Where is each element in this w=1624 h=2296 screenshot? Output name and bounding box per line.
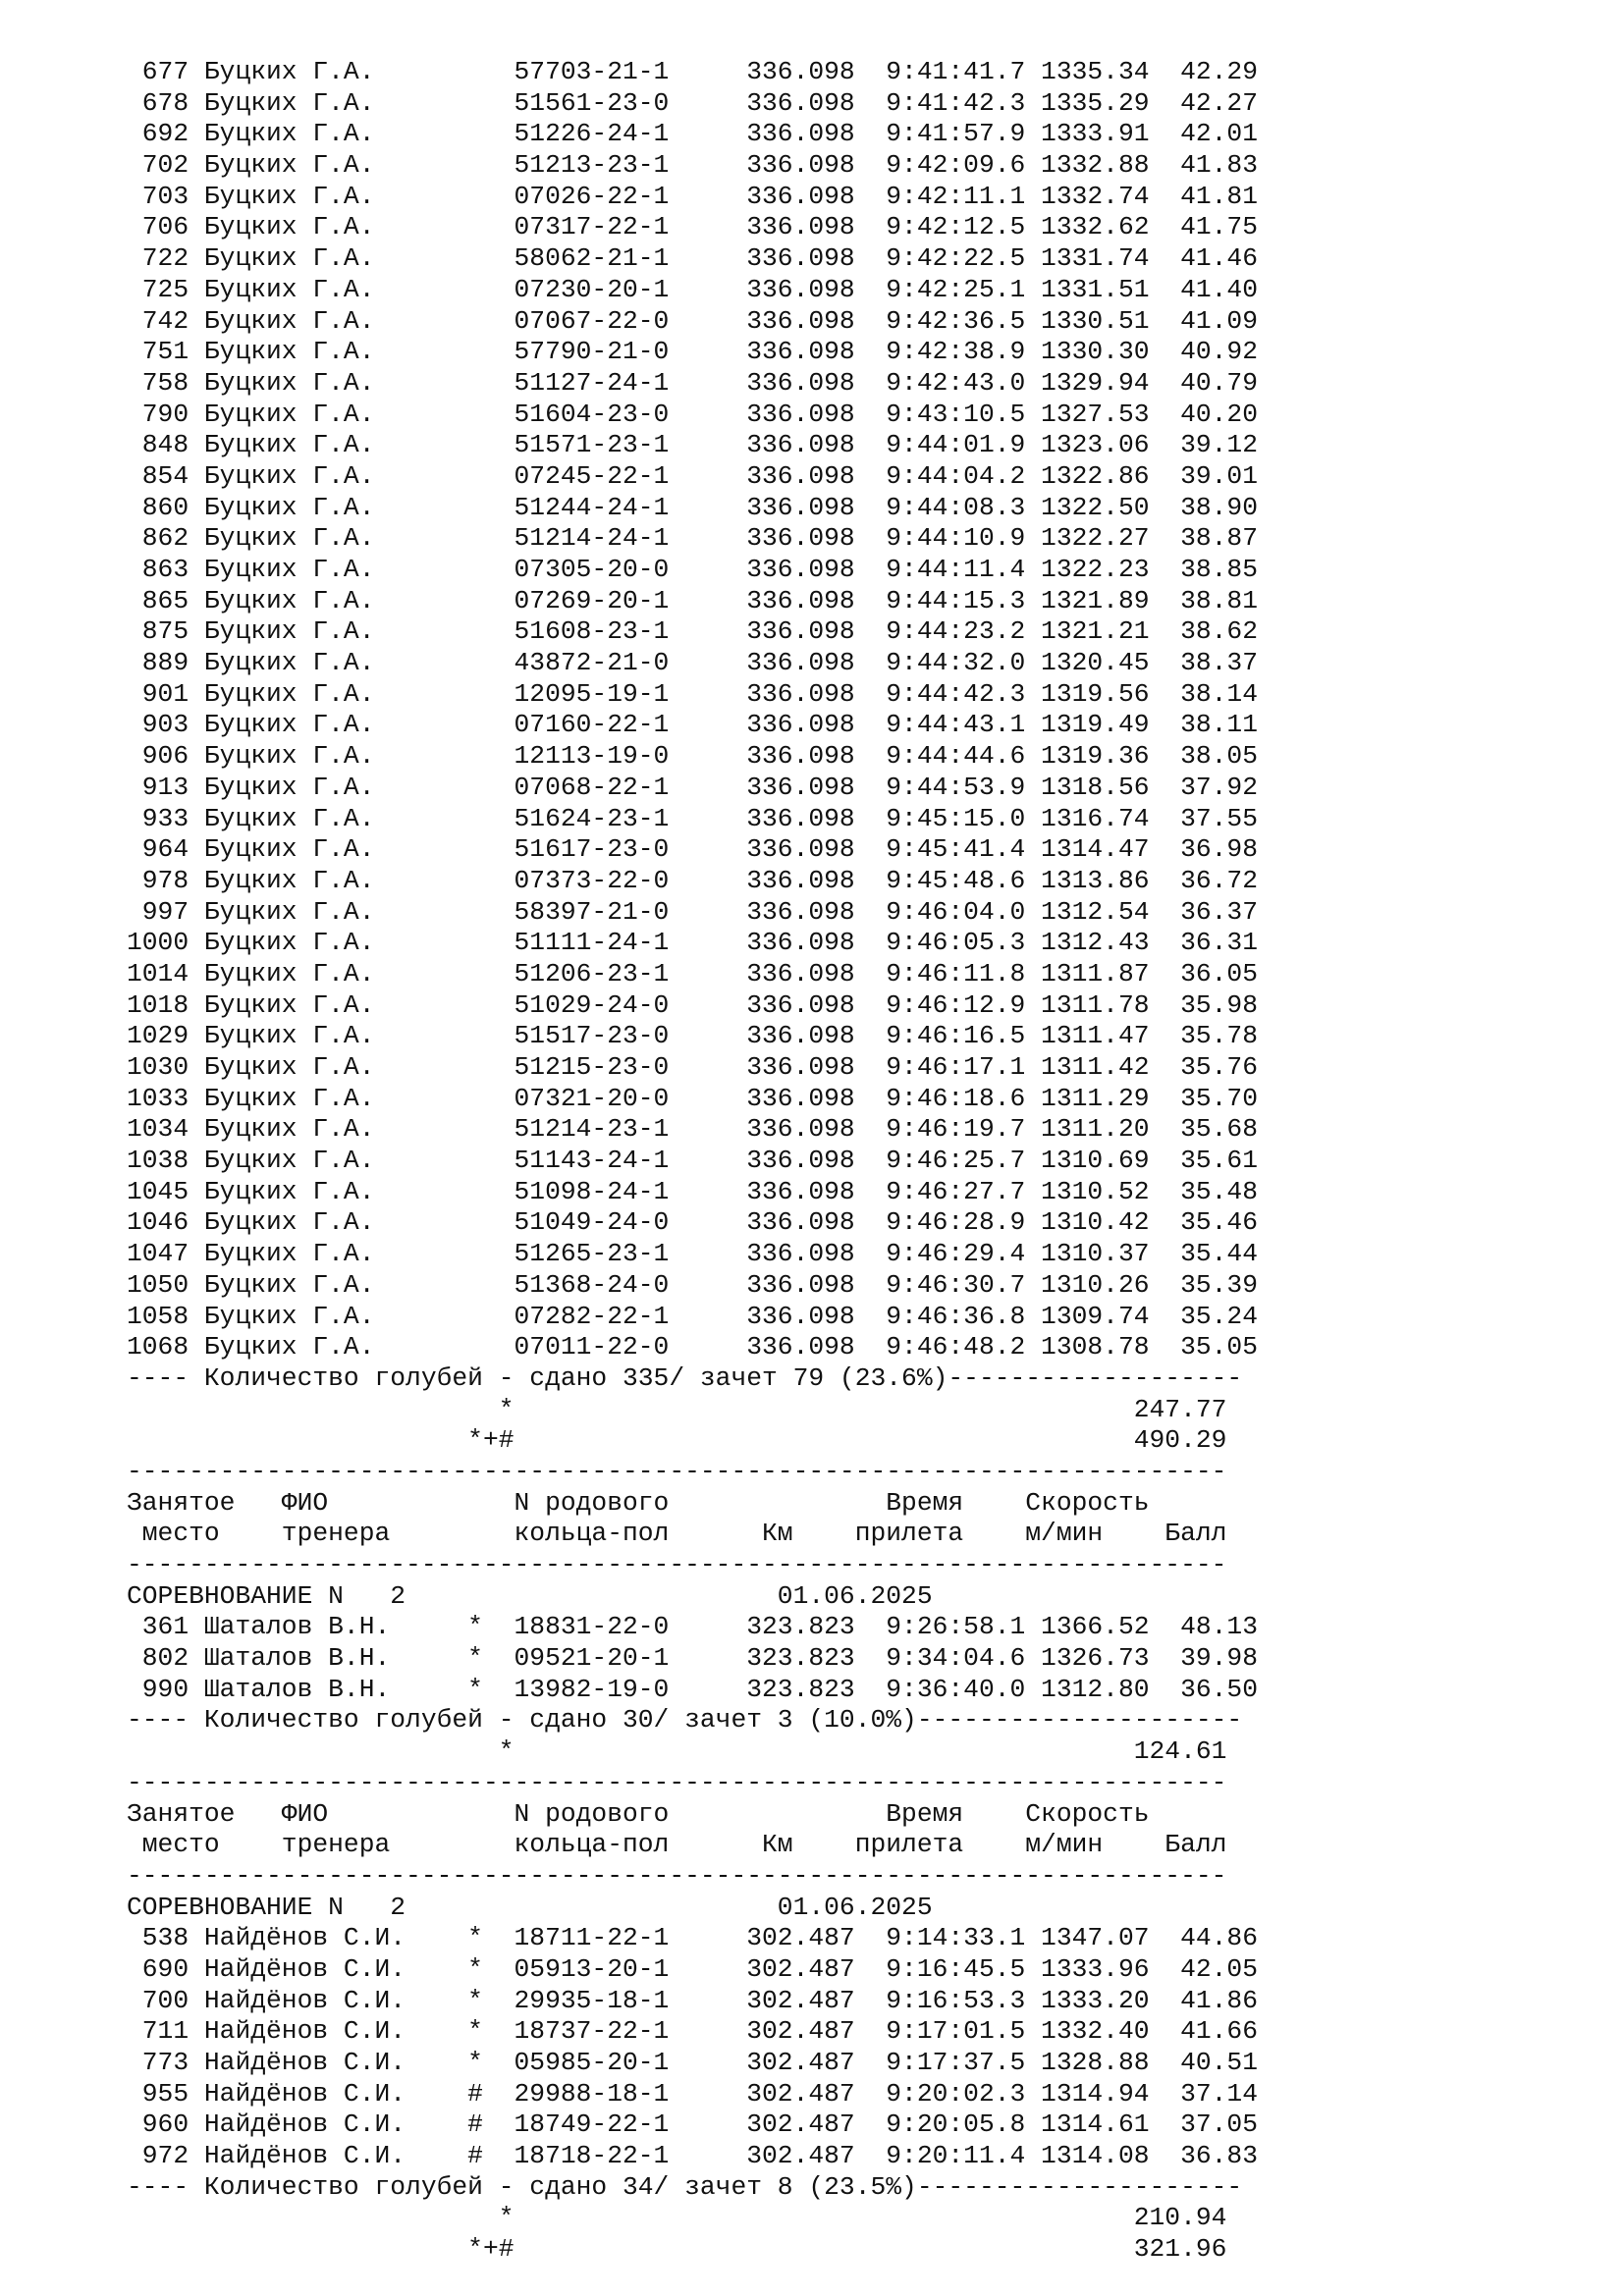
column-header-line-2: место тренера кольца-пол Км прилета м/мин Балл bbox=[127, 1519, 1227, 1549]
result-row: 692 Буцких Г.А. 51226-24-1 336.098 9:41:57.9 1333.91 42.01 bbox=[127, 119, 1258, 149]
result-row: 1000 Буцких Г.А. 51111-24-1 336.098 9:46:05.3 1312.43 36.31 bbox=[127, 928, 1258, 958]
result-row: 964 Буцких Г.А. 51617-23-0 336.098 9:45:41.4 1314.47 36.98 bbox=[127, 834, 1258, 865]
competition-title: СОРЕВНОВАНИЕ N 2 01.06.2025 bbox=[127, 1580, 933, 1611]
pigeon-count-summary: ---- Количество голубей - сдано 30/ зачет 3 (10.0%)--------------------- bbox=[127, 1705, 1243, 1735]
result-row: 997 Буцких Г.А. 58397-21-0 336.098 9:46:04.0 1312.54 36.37 bbox=[127, 896, 1258, 927]
result-row: 1046 Буцких Г.А. 51049-24-0 336.098 9:46:28.9 1310.42 35.46 bbox=[127, 1207, 1258, 1238]
result-row: 677 Буцких Г.А. 57703-21-1 336.098 9:41:41.7 1335.34 42.29 bbox=[127, 57, 1258, 86]
result-row: 802 Шаталов В.Н. * 09521-20-1 323.823 9:34:04.6 1326.73 39.98 bbox=[127, 1643, 1258, 1674]
result-row: 678 Буцких Г.А. 51561-23-0 336.098 9:41:42.3 1335.29 42.27 bbox=[127, 87, 1258, 118]
result-row: 913 Буцких Г.А. 07068-22-1 336.098 9:44:53.9 1318.56 37.92 bbox=[127, 772, 1258, 802]
result-row: 702 Буцких Г.А. 51213-23-1 336.098 9:42:09.6 1332.88 41.83 bbox=[127, 150, 1258, 181]
result-row: 690 Найдёнов С.И. * 05913-20-1 302.487 9:16:45.5 1333.96 42.05 bbox=[127, 1953, 1258, 1984]
result-row: 1050 Буцких Г.А. 51368-24-0 336.098 9:46:30.7 1310.26 35.39 bbox=[127, 1269, 1258, 1300]
separator-line: ----------------------------------------------------------------------- bbox=[127, 1860, 1227, 1891]
points-total: * 210.94 bbox=[127, 2203, 1227, 2233]
result-row: 1045 Буцких Г.А. 51098-24-1 336.098 9:46:27.7 1310.52 35.48 bbox=[127, 1176, 1258, 1206]
result-row: 722 Буцких Г.А. 58062-21-1 336.098 9:42:22.5 1331.74 41.46 bbox=[127, 243, 1258, 274]
result-row: 875 Буцких Г.А. 51608-23-1 336.098 9:44:23.2 1321.21 38.62 bbox=[127, 616, 1258, 647]
result-row: 862 Буцких Г.А. 51214-24-1 336.098 9:44:10.9 1322.27 38.87 bbox=[127, 523, 1258, 554]
result-row: 361 Шаталов В.Н. * 18831-22-0 323.823 9:26:58.1 1366.52 48.13 bbox=[127, 1612, 1258, 1642]
result-row: 751 Буцких Г.А. 57790-21-0 336.098 9:42:38.9 1330.30 40.92 bbox=[127, 337, 1258, 367]
result-row: 758 Буцких Г.А. 51127-24-1 336.098 9:42:43.0 1329.94 40.79 bbox=[127, 367, 1258, 398]
result-row: 773 Найдёнов С.И. * 05985-20-1 302.487 9:17:37.5 1328.88 40.51 bbox=[127, 2048, 1258, 2077]
result-row: 978 Буцких Г.А. 07373-22-0 336.098 9:45:48.6 1313.86 36.72 bbox=[127, 865, 1258, 895]
separator-line: ----------------------------------------------------------------------- bbox=[127, 1550, 1227, 1579]
result-row: 1038 Буцких Г.А. 51143-24-1 336.098 9:46:25.7 1310.69 35.61 bbox=[127, 1146, 1258, 1176]
result-row: 901 Буцких Г.А. 12095-19-1 336.098 9:44:42.3 1319.56 38.14 bbox=[127, 678, 1258, 709]
points-total: *+# 321.96 bbox=[127, 2234, 1227, 2265]
result-row: 725 Буцких Г.А. 07230-20-1 336.098 9:42:25.1 1331.51 41.40 bbox=[127, 274, 1258, 304]
result-row: 848 Буцких Г.А. 51571-23-1 336.098 9:44:01.9 1323.06 39.12 bbox=[127, 430, 1258, 460]
result-row: 860 Буцких Г.А. 51244-24-1 336.098 9:44:08.3 1322.50 38.90 bbox=[127, 492, 1258, 522]
points-total: * 124.61 bbox=[127, 1736, 1227, 1767]
result-row: 955 Найдёнов С.И. # 29988-18-1 302.487 9:20:02.3 1314.94 37.14 bbox=[127, 2078, 1258, 2109]
result-row: 538 Найдёнов С.И. * 18711-22-1 302.487 9:14:33.1 1347.07 44.86 bbox=[127, 1923, 1258, 1953]
result-row: 863 Буцких Г.А. 07305-20-0 336.098 9:44:11.4 1322.23 38.85 bbox=[127, 555, 1258, 584]
result-row: 854 Буцких Г.А. 07245-22-1 336.098 9:44:04.2 1322.86 39.01 bbox=[127, 460, 1258, 491]
result-row: 903 Буцких Г.А. 07160-22-1 336.098 9:44:43.1 1319.49 38.11 bbox=[127, 710, 1258, 740]
result-row: 906 Буцких Г.А. 12113-19-0 336.098 9:44:44.6 1319.36 38.05 bbox=[127, 741, 1258, 772]
result-row: 1047 Буцких Г.А. 51265-23-1 336.098 9:46:29.4 1310.37 35.44 bbox=[127, 1239, 1258, 1269]
result-row: 1018 Буцких Г.А. 51029-24-0 336.098 9:46:12.9 1311.78 35.98 bbox=[127, 989, 1258, 1020]
result-row: 933 Буцких Г.А. 51624-23-1 336.098 9:45:15.0 1316.74 37.55 bbox=[127, 803, 1258, 833]
result-row: 1029 Буцких Г.А. 51517-23-0 336.098 9:46:16.5 1311.47 35.78 bbox=[127, 1021, 1258, 1051]
column-header-line-1: Занятое ФИО N родового Время Скорость bbox=[127, 1487, 1150, 1518]
results-report bbox=[127, 57, 1258, 2266]
result-row: 703 Буцких Г.А. 07026-22-1 336.098 9:42:11.1 1332.74 41.81 bbox=[127, 181, 1258, 211]
result-row: 889 Буцких Г.А. 43872-21-0 336.098 9:44:32.0 1320.45 38.37 bbox=[127, 648, 1258, 678]
result-row: 1033 Буцких Г.А. 07321-20-0 336.098 9:46:18.6 1311.29 35.70 bbox=[127, 1083, 1258, 1113]
result-row: 742 Буцких Г.А. 07067-22-0 336.098 9:42:36.5 1330.51 41.09 bbox=[127, 305, 1258, 336]
result-row: 1068 Буцких Г.А. 07011-22-0 336.098 9:46:48.2 1308.78 35.05 bbox=[127, 1332, 1258, 1362]
points-total: * 247.77 bbox=[127, 1394, 1227, 1424]
result-row: 711 Найдёнов С.И. * 18737-22-1 302.487 9:17:01.5 1332.40 41.66 bbox=[127, 2016, 1258, 2047]
separator-line: ----------------------------------------------------------------------- bbox=[127, 1456, 1227, 1486]
separator-line: ----------------------------------------------------------------------- bbox=[127, 1767, 1227, 1797]
result-row: 865 Буцких Г.А. 07269-20-1 336.098 9:44:15.3 1321.89 38.81 bbox=[127, 585, 1258, 615]
pigeon-count-summary: ---- Количество голубей - сдано 335/ зачет 79 (23.6%)------------------- bbox=[127, 1362, 1243, 1393]
result-row: 790 Буцких Г.А. 51604-23-0 336.098 9:43:10.5 1327.53 40.20 bbox=[127, 399, 1258, 429]
result-row: 960 Найдёнов С.И. # 18749-22-1 302.487 9:20:05.8 1314.61 37.05 bbox=[127, 2109, 1258, 2140]
result-row: 700 Найдёнов С.И. * 29935-18-1 302.487 9:16:53.3 1333.20 41.86 bbox=[127, 1985, 1258, 2015]
result-row: 1030 Буцких Г.А. 51215-23-0 336.098 9:46:17.1 1311.42 35.76 bbox=[127, 1052, 1258, 1082]
result-row: 972 Найдёнов С.И. # 18718-22-1 302.487 9:20:11.4 1314.08 36.83 bbox=[127, 2141, 1258, 2171]
result-row: 1058 Буцких Г.А. 07282-22-1 336.098 9:46:36.8 1309.74 35.24 bbox=[127, 1301, 1258, 1331]
points-total: *+# 490.29 bbox=[127, 1425, 1227, 1456]
result-row: 1014 Буцких Г.А. 51206-23-1 336.098 9:46:11.8 1311.87 36.05 bbox=[127, 958, 1258, 988]
pigeon-count-summary: ---- Количество голубей - сдано 34/ зачет 8 (23.5%)--------------------- bbox=[127, 2171, 1243, 2202]
result-row: 706 Буцких Г.А. 07317-22-1 336.098 9:42:12.5 1332.62 41.75 bbox=[127, 212, 1258, 242]
result-row: 1034 Буцких Г.А. 51214-23-1 336.098 9:46:19.7 1311.20 35.68 bbox=[127, 1114, 1258, 1145]
column-header-line-1: Занятое ФИО N родового Время Скорость bbox=[127, 1798, 1150, 1829]
competition-title: СОРЕВНОВАНИЕ N 2 01.06.2025 bbox=[127, 1892, 933, 1922]
result-row: 990 Шаталов В.Н. * 13982-19-0 323.823 9:36:40.0 1312.80 36.50 bbox=[127, 1674, 1258, 1704]
column-header-line-2: место тренера кольца-пол Км прилета м/мин Балл bbox=[127, 1830, 1227, 1860]
